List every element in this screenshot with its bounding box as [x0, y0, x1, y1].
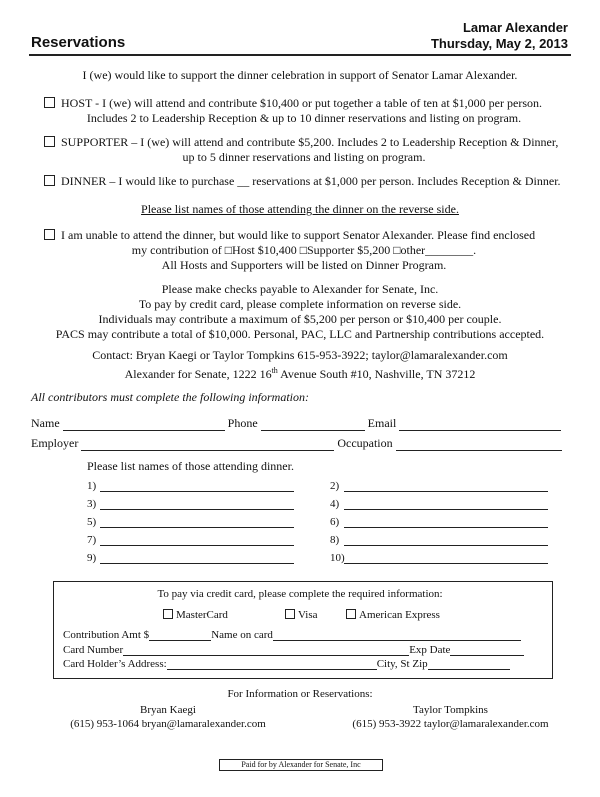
email-label: Email: [367, 416, 397, 430]
attendee-2: 2): [330, 479, 548, 492]
attendee-5-field[interactable]: [100, 515, 294, 528]
option-supporter: [44, 135, 564, 165]
cc-row-2: Card Number Exp Date: [63, 644, 524, 656]
visa-checkbox[interactable]: [285, 609, 295, 619]
attendee-2-field[interactable]: [344, 479, 548, 492]
mastercard-option[interactable]: MasterCard: [163, 609, 228, 621]
cc-row-3: Card Holder’s Address: City, St Zip: [63, 658, 510, 670]
attendee-7: 7): [87, 533, 294, 546]
info-footer-title: For Information or Reservations:: [227, 688, 373, 700]
name-row: [31, 416, 576, 431]
unable-checkbox[interactable]: [44, 229, 55, 240]
amex-checkbox[interactable]: [346, 609, 356, 619]
attendee-10: 10): [330, 551, 548, 564]
visa-option[interactable]: Visa: [285, 609, 318, 621]
attendee-8: 8): [330, 533, 548, 546]
amex-option[interactable]: American Express: [346, 609, 440, 621]
attendee-6: 6): [330, 515, 548, 528]
name-label: Name: [31, 416, 60, 430]
paid-for-disclaimer: Paid for by Alexander for Senate, Inc: [219, 759, 383, 771]
contact-line-1: Contact: Bryan Kaegi or Taylor Tompkins 615-953-3922; taylor@lamaralexander.com: [92, 348, 508, 362]
attendee-6-field[interactable]: [344, 515, 548, 528]
card-number-field[interactable]: [123, 645, 409, 656]
candidate-name: Lamar Alexander: [462, 20, 568, 35]
supporter-text-2: up to 5 dinner reservations and listing on program.: [182, 150, 426, 164]
attendee-8-field[interactable]: [344, 533, 548, 546]
cc-title: To pay via credit card, please complete the required information:: [157, 588, 443, 600]
contact-line-2: Alexander for Senate, 1222 16th Avenue South #10, Nashville, TN 37212: [124, 366, 476, 381]
contact-right: Taylor Tompkins (615) 953-3922 taylor@lamaralexander.com: [352, 704, 549, 730]
name-on-card-field[interactable]: [273, 630, 521, 641]
payment-line-2: To pay by credit card, please complete information on reverse side.: [138, 297, 462, 311]
city-st-zip-field[interactable]: [428, 659, 510, 670]
attendee-1-field[interactable]: [100, 479, 294, 492]
attendee-1: 1): [87, 479, 294, 492]
attendee-4: 4): [330, 497, 548, 510]
exp-date-field[interactable]: [450, 645, 524, 656]
attendee-4-field[interactable]: [344, 497, 548, 510]
all-contributors-note: All contributors must complete the following information:: [31, 390, 309, 404]
occupation-field[interactable]: [396, 438, 562, 451]
employer-row: [31, 436, 576, 451]
host-text-1: HOST - I (we) will attend and contribute $10,400 or put together a table of ten at $1,000 per person.: [61, 96, 542, 110]
email-field[interactable]: [399, 418, 561, 431]
supporter-checkbox[interactable]: [44, 136, 55, 147]
name-field[interactable]: [63, 418, 225, 431]
cc-row-1: Contribution Amt $ Name on card: [63, 629, 521, 641]
header-rule: [29, 54, 571, 56]
option-unable: [44, 228, 564, 273]
contact-left: Bryan Kaegi (615) 953-1064 bryan@lamaralexander.com: [70, 704, 266, 730]
payment-line-1: Please make checks payable to Alexander for Senate, Inc.: [161, 282, 439, 296]
dinner-text-1: DINNER – I would like to purchase __ reservations at $1,000 per person. Includes Reception & Dinner.: [61, 174, 561, 188]
attendee-10-field[interactable]: [344, 551, 548, 564]
header-right: [431, 20, 568, 52]
attending-label: Please list names of those attending dinner.: [87, 459, 294, 473]
intro-text: I (we) would like to support the dinner celebration in support of Senator Lamar Alexander.: [82, 68, 518, 82]
dinner-checkbox[interactable]: [44, 175, 55, 186]
payment-line-3: Individuals may contribute a maximum of $5,200 per person or $10,400 per couple.: [98, 312, 502, 326]
contact-info: [0, 348, 600, 382]
option-dinner: [44, 174, 574, 189]
contribution-amt-field[interactable]: [149, 630, 211, 641]
mastercard-checkbox[interactable]: [163, 609, 173, 619]
attendee-3: 3): [87, 497, 294, 510]
host-text-2: Includes 2 to Leadership Reception & up to 10 dinner reservations and listing on program.: [86, 111, 522, 125]
attendee-3-field[interactable]: [100, 497, 294, 510]
host-checkbox[interactable]: [44, 97, 55, 108]
attendee-7-field[interactable]: [100, 533, 294, 546]
supporter-text-1: SUPPORTER – I (we) will attend and contribute $5,200. Includes 2 to Leadership Reception & Dinner,: [61, 135, 559, 149]
unable-text-3: All Hosts and Supporters will be listed on Dinner Program.: [161, 258, 447, 272]
employer-field[interactable]: [81, 438, 334, 451]
reverse-side-note: Please list names of those attending the dinner on the reverse side.: [141, 202, 459, 216]
attendee-5: 5): [87, 515, 294, 528]
employer-label: Employer: [31, 436, 79, 450]
phone-label: Phone: [227, 416, 258, 430]
unable-text-2: my contribution of □Host $10,400 □Supporter $5,200 □other________.: [131, 243, 477, 257]
address-field[interactable]: [167, 659, 377, 670]
attendee-9: 9): [87, 551, 294, 564]
unable-text-1: I am unable to attend the dinner, but would like to support Senator Alexander. Please find enclosed: [61, 228, 536, 242]
page-title: Reservations: [31, 34, 126, 51]
payment-info: [0, 282, 600, 342]
option-host: [44, 96, 564, 126]
event-date: Thursday, May 2, 2013: [430, 36, 568, 51]
phone-field[interactable]: [261, 418, 365, 431]
attendee-9-field[interactable]: [100, 551, 294, 564]
occupation-label: Occupation: [337, 436, 393, 450]
payment-line-4: PACS may contribute a total of $10,000. Personal, PAC, LLC and Partnership contributions accepted.: [55, 327, 545, 341]
